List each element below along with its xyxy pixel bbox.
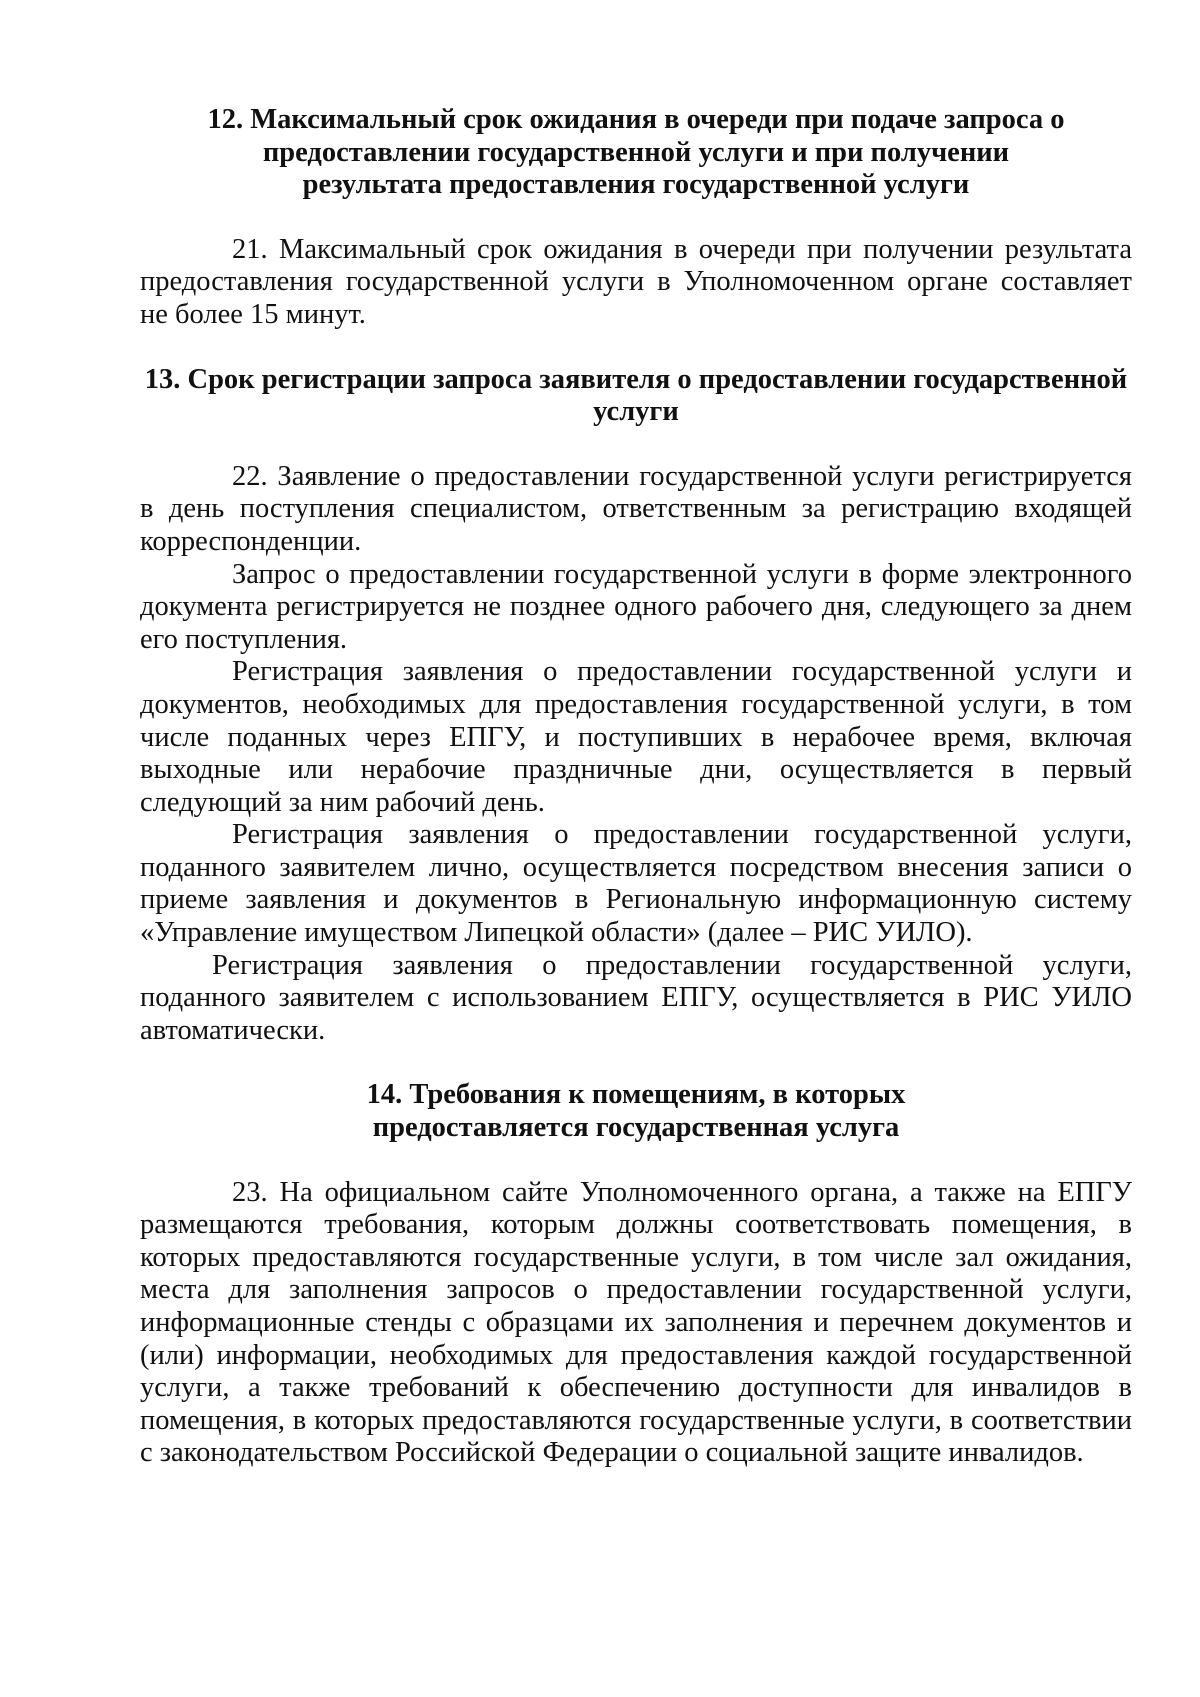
- section-14-heading: 14. Требования к помещениям, в которых предоставляется государственная услуга: [366, 1079, 906, 1144]
- paragraph-22: 22. Заявление о предоставлении государственной услуги регистрируется в день поступления специалистом, ответственным за регистрацию входящей корреспонденции.: [140, 460, 1132, 557]
- section-13-heading: 13. Срок регистрации запроса заявителя о предоставлении государственной услуги: [144, 363, 1128, 428]
- section-12-heading: 12. Максимальный срок ожидания в очереди при подаче запроса о предоставлении государственной услуги и при получении результата предоставления государственной услуги: [207, 104, 1065, 201]
- spacer: [140, 332, 1132, 364]
- paragraph-in-person-registration: Регистрация заявления о предоставлении государственной услуги, поданного заявителем лично, осуществляется посредством внесения записи о приеме заявления и документов в Региональную информационную систему «Управление имуществом Липецкой области» (далее – РИС УИЛО).: [140, 819, 1132, 949]
- paragraph-21: 21. Максимальный срок ожидания в очереди при получении результата предоставления государственной услуги в Уполномоченном органе составляет не более 15 минут.: [140, 233, 1132, 330]
- spacer: [140, 1145, 1132, 1177]
- paragraph-23: 23. На официальном сайте Уполномоченного органа, а также на ЕПГУ размещаются требования, которым должны соответствовать помещения, в которых предоставляются государственные услуги, в том числе зал ожидания, места для заполнения запросов о предоставлении государственной услуги, информационные стенды с образцами их заполнения и перечнем документов и (или) информации, необходимых для предоставления каждой государственной услуги, а также требований к обеспечению доступности для инвалидов в помещения, в которых предоставляются государственные услуги, в соответствии с законодательством Российской Федерации о социальной защите инвалидов.: [140, 1176, 1132, 1469]
- paragraph-nonworking-registration: Регистрация заявления о предоставлении государственной услуги и документов, необходимых для предоставления государственной услуги, в том числе поданных через ЕПГУ, и поступивших в нерабочее время, включая выходные или нерабочие праздничные дни, осуществляется в первый следующий за ним рабочий день.: [140, 656, 1132, 818]
- paragraph-epgu-registration: Регистрация заявления о предоставлении государственной услуги, поданного заявителем с использованием ЕПГУ, осуществляется в РИС УИЛО автоматически.: [140, 949, 1132, 1046]
- spacer: [140, 202, 1132, 234]
- paragraph-electronic-request: Запрос о предоставлении государственной услуги в форме электронного документа регистрируется не позднее одного рабочего дня, следующего за днем его поступления.: [140, 558, 1132, 655]
- spacer: [140, 1047, 1132, 1079]
- document-body: [140, 104, 1132, 1470]
- spacer: [140, 429, 1132, 461]
